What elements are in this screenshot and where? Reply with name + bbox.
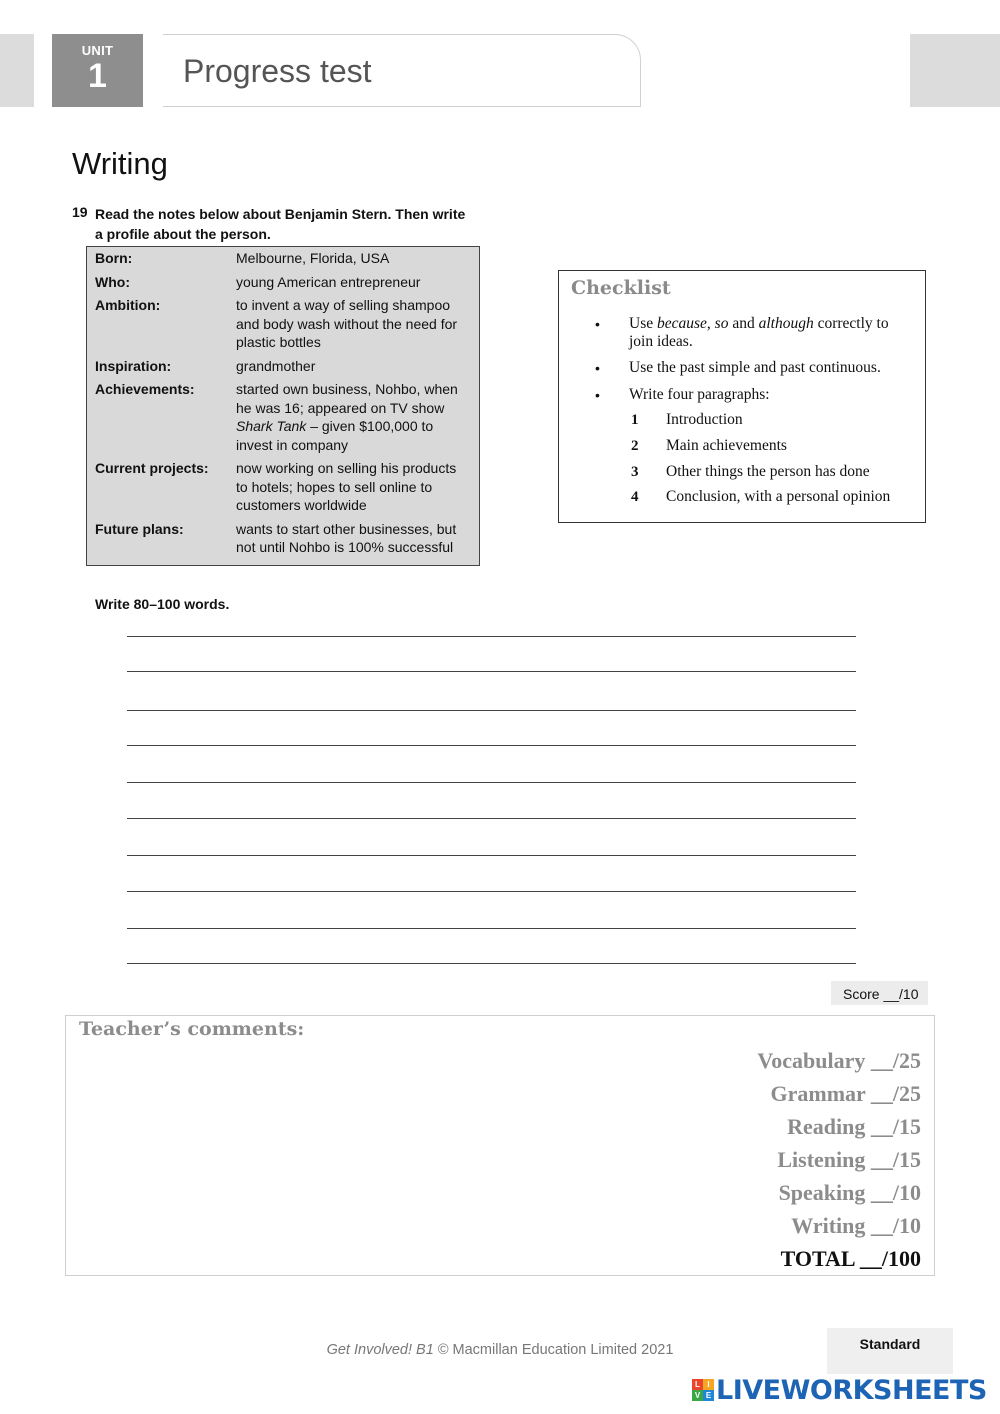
paragraph-item: Introduction [666, 411, 743, 428]
unit-number: 1 [88, 57, 107, 95]
liveworksheets-brand[interactable] [692, 1373, 987, 1407]
unit-badge [52, 34, 143, 107]
teacher-comments-box [65, 1015, 935, 1276]
checklist-keyword: so [714, 315, 729, 332]
checklist-text: and [732, 315, 755, 332]
writing-line[interactable] [127, 745, 856, 746]
checklist-text: , [706, 315, 711, 332]
logo-letter: I [703, 1379, 714, 1390]
header-decoration-left [0, 34, 34, 107]
notes-label: Achievements: [95, 381, 195, 397]
grammar-score: Grammar __/25 [770, 1081, 921, 1106]
notes-value: young American entrepreneur [236, 273, 421, 290]
checklist-keyword: although [758, 315, 814, 332]
vocabulary-score: Vocabulary __/25 [757, 1048, 921, 1073]
writing-score: Writing __/10 [791, 1213, 921, 1238]
checklist-item [629, 315, 914, 350]
notes-row-current-projects [95, 459, 471, 515]
checklist-text: Use [629, 315, 654, 332]
book-title: Get Involved! B1 [326, 1342, 434, 1358]
notes-value: now working on selling his products to hotels; hopes to sell online to customers worldwide [236, 460, 457, 513]
writing-line[interactable] [127, 782, 856, 783]
notes-table [86, 246, 480, 566]
notes-row-future-plans [95, 520, 471, 557]
page-title: Progress test [183, 53, 372, 89]
writing-line[interactable] [127, 710, 856, 711]
liveworksheets-logo-icon [692, 1379, 714, 1401]
section-score: Score __/10 [831, 981, 928, 1005]
writing-line[interactable] [127, 671, 856, 672]
section-title: Writing [72, 146, 168, 181]
notes-label: Born: [95, 250, 133, 266]
paragraph-item: Other things the person has done [666, 463, 870, 480]
logo-letter: L [692, 1379, 703, 1390]
tv-show-name: Shark Tank [236, 418, 307, 434]
writing-line[interactable] [127, 855, 856, 856]
word-count-instruction: Write 80–100 words. [95, 596, 230, 612]
writing-line[interactable] [127, 891, 856, 892]
writing-line[interactable] [127, 818, 856, 819]
logo-letter: V [692, 1390, 703, 1401]
paragraph-number: 4 [631, 489, 639, 505]
notes-label: Inspiration: [95, 357, 172, 374]
notes-value [236, 380, 471, 454]
notes-label: Who: [95, 273, 130, 290]
total-score: TOTAL __/100 [780, 1246, 921, 1271]
checklist-title: Checklist [571, 277, 671, 299]
checklist-item: Write four paragraphs: [629, 386, 770, 403]
notes-label: Current projects: [95, 460, 209, 476]
bullet-icon: • [595, 387, 600, 403]
paragraph-number: 1 [631, 412, 639, 428]
copyright-text: © Macmillan Education Limited 2021 [437, 1342, 674, 1358]
teacher-comments-title: Teacher’s comments: [79, 1018, 305, 1040]
paragraph-item: Conclusion, with a personal opinion [666, 488, 891, 505]
notes-label: Future plans: [95, 520, 184, 537]
writing-line[interactable] [127, 636, 856, 637]
writing-line[interactable] [127, 963, 856, 964]
speaking-score: Speaking __/10 [778, 1180, 921, 1205]
bullet-icon: • [595, 360, 600, 376]
title-box [163, 34, 641, 107]
checklist-keyword: because [656, 315, 707, 332]
notes-row-born [95, 249, 471, 268]
notes-row-ambition [95, 296, 471, 352]
level-badge: Standard [827, 1328, 953, 1374]
bullet-icon: • [595, 316, 600, 332]
paragraph-number: 2 [631, 438, 639, 454]
checklist-text: correctly to join ideas. [629, 315, 889, 350]
listening-score: Listening __/15 [777, 1147, 921, 1172]
task-instruction: Read the notes below about Benjamin Stern. Then write a profile about the person. [95, 206, 466, 242]
notes-value: grandmother [236, 357, 316, 374]
logo-letter: E [703, 1390, 714, 1401]
notes-row-achievements [95, 380, 471, 454]
checklist-item: Use the past simple and past continuous. [629, 359, 881, 376]
achievements-text: – given $100,000 to invest in company [236, 418, 434, 453]
checklist-box [558, 270, 926, 523]
notes-row-inspiration [95, 357, 471, 376]
notes-value: to invent a way of selling shampoo and body wash without the need for plastic bottles [236, 297, 458, 350]
task-number: 19 [72, 204, 88, 220]
writing-line[interactable] [127, 928, 856, 929]
paragraph-item: Main achievements [666, 437, 787, 454]
notes-value: Melbourne, Florida, USA [236, 250, 390, 266]
header-decoration-right [910, 34, 1000, 107]
reading-score: Reading __/15 [787, 1114, 921, 1139]
liveworksheets-wordmark: LIVEWORKSHEETS [716, 1374, 987, 1406]
paragraph-number: 3 [631, 464, 639, 480]
notes-value: wants to start other businesses, but not until Nohbo is 100% successful [236, 520, 457, 555]
notes-row-who [95, 273, 471, 292]
unit-label: UNIT [81, 43, 114, 58]
achievements-text: started own business, Nohbo, when he was 16; appeared on TV show [236, 381, 458, 416]
notes-label: Ambition: [95, 297, 161, 313]
